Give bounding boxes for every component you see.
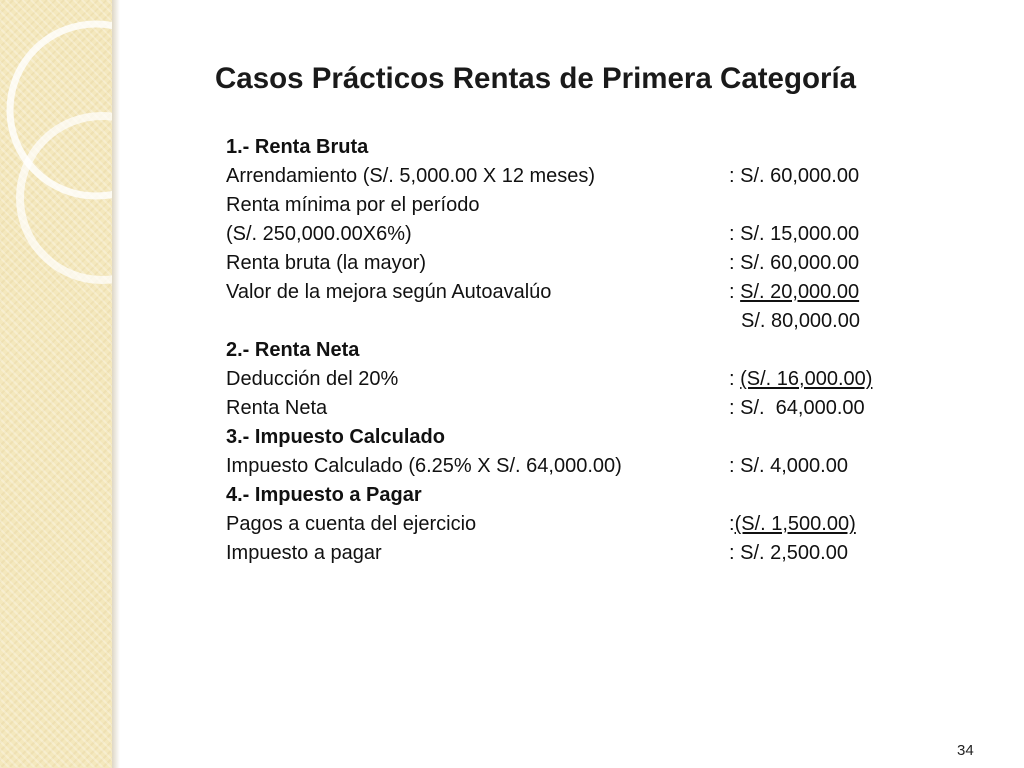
- section-heading-renta-neta: 2.- Renta Neta: [226, 339, 360, 361]
- row-label: Valor de la mejora según Autoavalúo: [226, 281, 552, 303]
- row-label: Impuesto a pagar: [226, 542, 382, 564]
- slide-title: Casos Prácticos Rentas de Primera Categoría: [215, 62, 857, 95]
- section-heading-impuesto-pagar: 4.- Impuesto a Pagar: [226, 484, 422, 506]
- row-label: Pagos a cuenta del ejercicio: [226, 513, 477, 535]
- row-arrendamiento: [226, 162, 946, 191]
- row-label: Renta Neta: [226, 397, 328, 419]
- section-heading-impuesto-calculado: 3.- Impuesto Calculado: [226, 426, 445, 448]
- section-heading-renta-bruta: 1.- Renta Bruta: [226, 136, 369, 158]
- slide-content: [226, 133, 946, 568]
- row-value: : S/. 60,000.00: [729, 165, 860, 187]
- row-value: : S/. 4,000.00: [729, 455, 848, 477]
- decorative-side-panel: [0, 0, 112, 768]
- row-label: Renta bruta (la mayor): [226, 252, 427, 274]
- row-value: : S/. 15,000.00: [729, 223, 860, 245]
- row-value: : S/. 20,000.00: [729, 281, 860, 303]
- row-deduccion: [226, 365, 946, 394]
- row-value: : S/. 64,000.00: [729, 397, 865, 419]
- row-pagos-cuenta: [226, 510, 946, 539]
- row-label: Arrendamiento (S/. 5,000.00 X 12 meses): [226, 165, 596, 187]
- row-subtotal: [226, 307, 946, 336]
- row-renta-minima-calc: [226, 220, 946, 249]
- row-label: Renta mínima por el período: [226, 194, 480, 216]
- row-impuesto-pagar: [226, 539, 946, 568]
- row-value: : S/. 60,000.00: [729, 252, 860, 274]
- decorative-circles-ornament: [0, 0, 112, 768]
- row-renta-minima: [226, 191, 946, 220]
- row-value: : S/. 2,500.00: [729, 542, 848, 564]
- row-label: (S/. 250,000.00X6%): [226, 223, 412, 245]
- row-impuesto-calculado: [226, 452, 946, 481]
- row-value: :(S/. 1,500.00): [729, 513, 856, 535]
- row-renta-bruta-mayor: [226, 249, 946, 278]
- row-label: Deducción del 20%: [226, 368, 399, 390]
- row-value: : (S/. 16,000.00): [729, 368, 873, 390]
- subtotal-value: S/. 80,000.00: [741, 310, 860, 332]
- side-panel-shadow: [112, 0, 120, 768]
- page-number: 34: [957, 742, 974, 759]
- row-renta-neta: [226, 394, 946, 423]
- row-valor-mejora: [226, 278, 946, 307]
- row-label: Impuesto Calculado (6.25% X S/. 64,000.00): [226, 455, 622, 477]
